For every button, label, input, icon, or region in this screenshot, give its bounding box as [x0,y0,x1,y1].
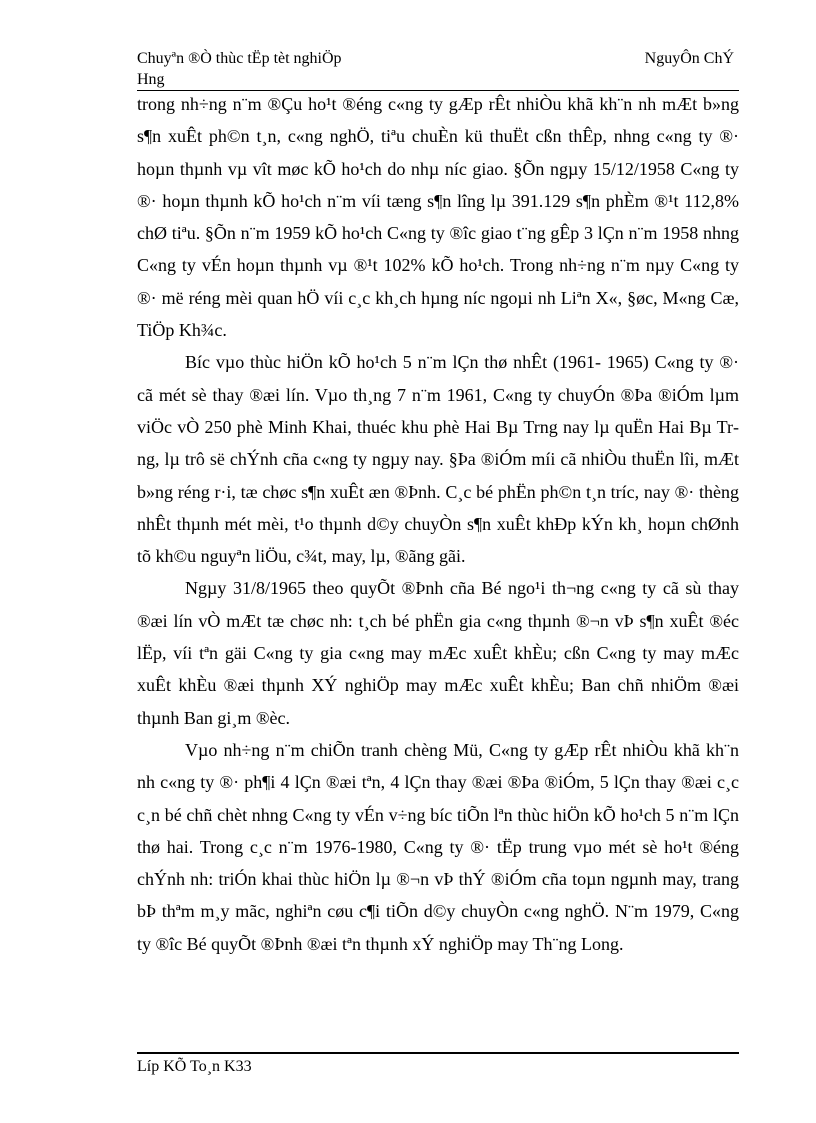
paragraph: trong nh÷ng n¨m ®Çu ho¹t ®éng c«ng ty gÆp rÊt nhiÒu khã kh¨n nh mÆt b»ng s¶n xuÊt ph©n t¸n, c«ng nghÖ, tiªu chuÈn kü thuËt cßn thÊp, nhng c«ng ty ®· hoµn thµnh vµ vît møc kÕ ho¹ch do nhµ níc giao. §Õn ngµy 15/12/1958 C«ng ty ®· hoµn thµnh kÕ ho¹ch n¨m víi tæng s¶n lîng lµ 391.129 s¶n phÈm ®¹t 112,8% chØ tiªu. §Õn n¨m 1959 kÕ ho¹ch C«ng ty ®îc giao t¨ng gÊp 3 lÇn n¨m 1958 nhng C«ng ty vÉn hoµn thµnh vµ ®¹t 102% kÕ ho¹ch. Trong nh÷ng n¨m nµy C«ng ty ®· më réng mèi quan hÖ víi c¸c kh¸ch hµng níc ngoµi nh Liªn X«, §øc, M«ng Cæ, TiÖp Kh¾c. [137,94,739,341]
paragraph: Bíc vµo thùc hiÖn kÕ ho¹ch 5 n¨m lÇn thø nhÊt (1961- 1965) C«ng ty ®· cã mét sè thay ®æi lín. Vµo th¸ng 7 n¨m 1961, C«ng ty chuyÓn ®Þa ®iÓm lµm viÖc vÒ 250 phè Minh Khai, thuéc khu phè Hai Bµ Trng nay lµ quËn Hai Bµ Trng, lµ trô së chÝnh cña c«ng ty ngµy nay. §Þa ®iÓm míi cã nhiÒu thuËn lîi, mÆt b»ng réng r·i, tæ chøc s¶n xuÊt æn ®Þnh. C¸c bé phËn ph©n t¸n tríc, nay ®· thèng nhÊt thµnh mét mèi, t¹o thµnh d©y chuyÒn s¶n xuÊt khÐp kÝn kh¸ hoµn chØnh tõ kh©u nguyªn liÖu, c¾t, may, lµ, ®ãng gãi. [137,352,739,567]
footer-divider [137,1052,739,1054]
page-footer: Líp KÕ To¸n K33 [137,1058,252,1075]
header-title-line1: Chuyªn ®Ò thùc tËp tèt nghiÖp [137,50,342,67]
paragraph: Ngµy 31/8/1965 theo quyÕt ®Þnh cña Bé ngo¹i th¬ng c«ng ty cã sù thay ®æi lín vÒ mÆt tæ chøc nh: t¸ch bé phËn gia c«ng thµnh ®¬n vÞ s¶n xuÊt ®éc lËp, víi tªn gäi C«ng ty gia c«ng may mÆc xuÊt khÈu; cßn C«ng ty may mÆc xuÊt khÈu ®æi thµnh XÝ nghiÖp may mÆc xuÊt khÈu; Ban chñ nhiÖm ®æi thµnh Ban gi¸m ®èc. [137,578,739,728]
header-title [137,48,397,90]
paragraph: Vµo nh÷ng n¨m chiÕn tranh chèng Mü, C«ng ty gÆp rÊt nhiÒu khã kh¨n nh c«ng ty ®· ph¶i 4 lÇn ®æi tªn, 4 lÇn thay ®æi ®Þa ®iÓm, 5 lÇn thay ®æi c¸c c¸n bé chñ chèt nhng C«ng ty vÉn v÷ng bíc tiÕn lªn thùc hiÖn kÕ ho¹ch 5 n¨m lÇn thø hai. Trong c¸c n¨m 1976-1980, C«ng ty ®· tËp trung vµo mét sè ho¹t ®éng chÝnh nh: triÓn khai thùc hiÖn lµ ®¬n vÞ thÝ ®iÓm cña toµn ngµnh may, trang bÞ thªm m¸y mãc, nghiªn cøu c¶i tiÕn d©y chuyÒn c«ng nghÖ. N¨m 1979, C«ng ty ®îc Bé quyÕt ®Þnh ®æi tªn thµnh xÝ nghiÖp may Th¨ng Long. [137,739,739,954]
document-body [137,88,739,960]
header-author: NguyÔn ChÝ [644,50,734,67]
header-title-line2: Hng [137,71,165,88]
